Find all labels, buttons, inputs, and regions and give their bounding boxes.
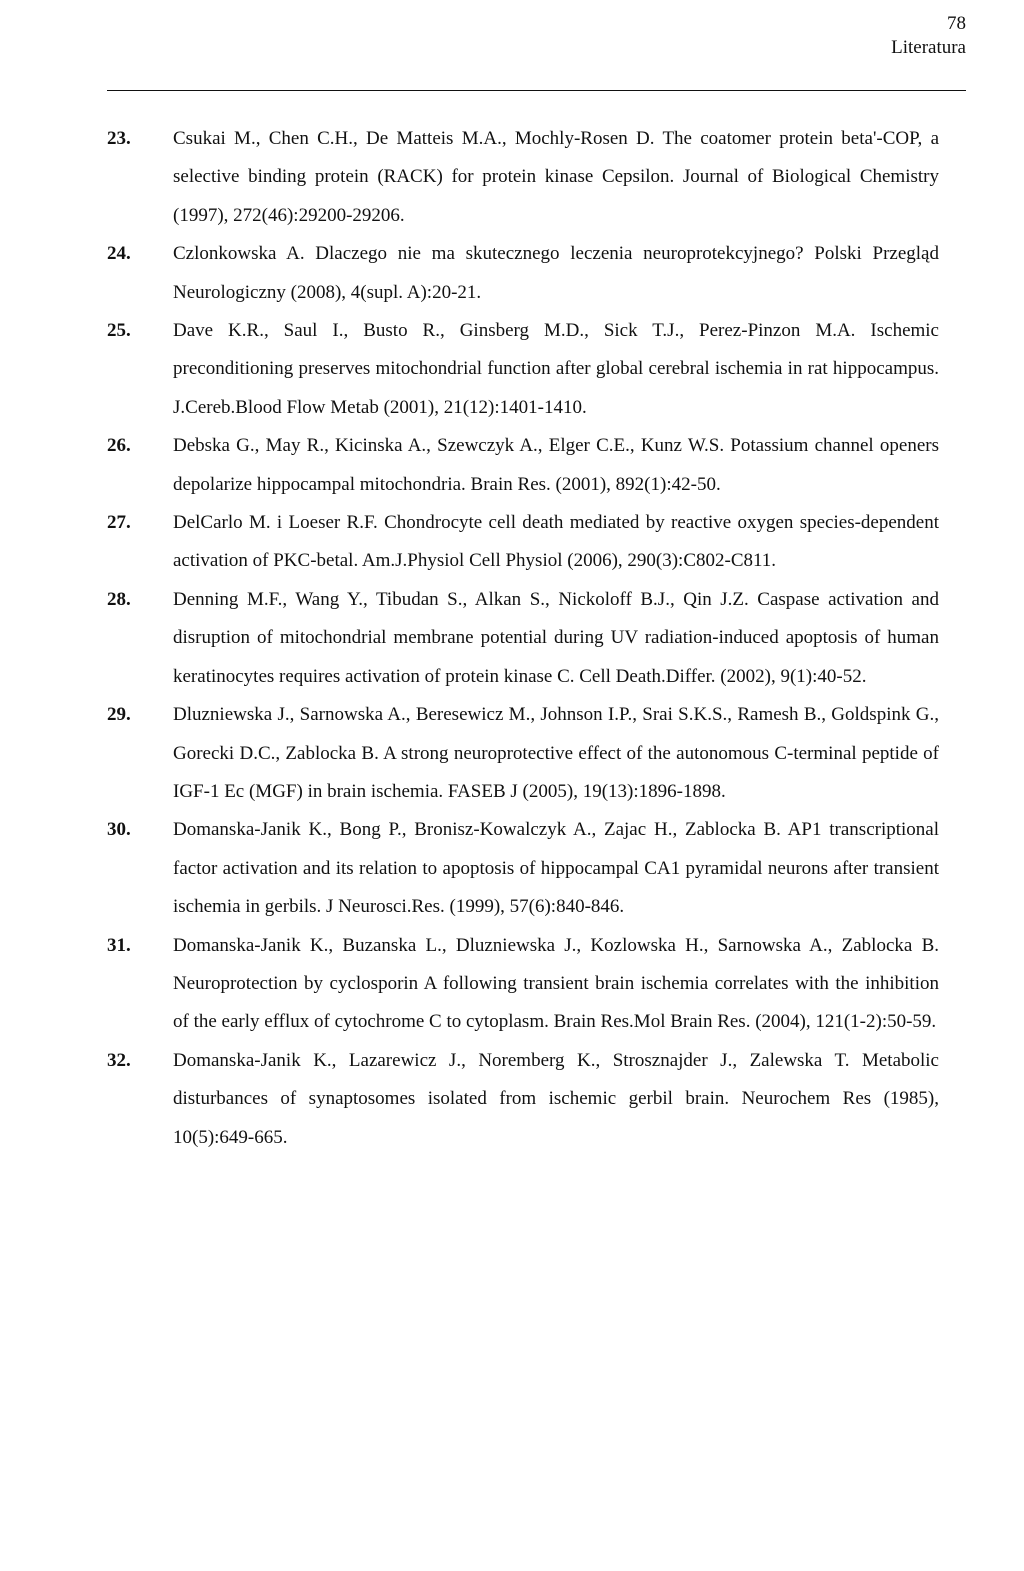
reference-text: Csukai M., Chen C.H., De Matteis M.A., Mochly-Rosen D. The coatomer protein beta'-COP, a selective binding protein (RACK) for protein kinase Cepsilon. Journal of Biological Chemistry (1997), 272(46):29200-29206.: [173, 128, 939, 226]
reference-number: 31.: [107, 934, 131, 956]
reference-item-28: [107, 581, 939, 696]
reference-item-27: [107, 504, 939, 581]
section-title: Literatura: [891, 37, 966, 58]
reference-number: 25.: [107, 320, 131, 342]
reference-item-25: [107, 312, 939, 427]
reference-text: Domanska-Janik K., Buzanska L., Dluzniewska J., Kozlowska H., Sarnowska A., Zablocka B. Neuroprotection by cyclosporin A following transient brain ischemia correlates with the inhibition of the early efflux of cytochrome C to cytoplasm. Brain Res.Mol Brain Res. (2004), 121(1-2):50-59.: [173, 934, 939, 1033]
reference-text: DelCarlo M. i Loeser R.F. Chondrocyte cell death mediated by reactive oxygen species-dependent activation of PKC-betal. Am.J.Physiol Cell Physiol (2006), 290(3):C802-C811.: [173, 512, 939, 572]
reference-text: Debska G., May R., Kicinska A., Szewczyk A., Elger C.E., Kunz W.S. Potassium channel openers depolarize hippocampal mitochondria. Brain Res. (2001), 892(1):42-50.: [173, 435, 939, 495]
reference-text: Dave K.R., Saul I., Busto R., Ginsberg M.D., Sick T.J., Perez-Pinzon M.A. Ischemic preconditioning preserves mitochondrial function after global cerebral ischemia in rat hippocampus. J.Cereb.Blood Flow Metab (2001), 21(12):1401-1410.: [173, 320, 939, 418]
reference-list: [107, 120, 939, 1157]
header-rule: [107, 90, 966, 91]
reference-item-32: [107, 1042, 939, 1157]
reference-text: Domanska-Janik K., Lazarewicz J., Noremberg K., Strosznajder J., Zalewska T. Metabolic disturbances of synaptosomes isolated from ischemic gerbil brain. Neurochem Res (1985), 10(5):649-665.: [173, 1049, 939, 1148]
reference-item-31: [107, 927, 939, 1042]
reference-number: 24.: [107, 243, 131, 265]
reference-number: 28.: [107, 588, 131, 610]
reference-text: Czlonkowska A. Dlaczego nie ma skutecznego leczenia neuroprotekcyjnego? Polski Przegląd Neurologiczny (2008), 4(supl. A):20-21.: [173, 243, 939, 303]
reference-number: 32.: [107, 1049, 131, 1071]
page-header: [891, 12, 966, 60]
reference-item-26: [107, 427, 939, 504]
reference-number: 26.: [107, 435, 131, 457]
reference-item-30: [107, 811, 939, 926]
reference-number: 30.: [107, 819, 131, 841]
page-number: 78: [947, 13, 966, 34]
reference-number: 23.: [107, 128, 131, 149]
reference-number: 27.: [107, 512, 131, 534]
reference-item-29: [107, 696, 939, 811]
reference-number: 29.: [107, 704, 131, 726]
reference-text: Dluzniewska J., Sarnowska A., Beresewicz M., Johnson I.P., Srai S.K.S., Ramesh B., Goldspink G., Gorecki D.C., Zablocka B. A strong neuroprotective effect of the autonomous C-terminal peptide of IGF-1 Ec (MGF) in brain ischemia. FASEB J (2005), 19(13):1896-1898.: [173, 704, 939, 802]
reference-item-24: [107, 235, 939, 312]
reference-text: Denning M.F., Wang Y., Tibudan S., Alkan S., Nickoloff B.J., Qin J.Z. Caspase activation and disruption of mitochondrial membrane potential during UV radiation-induced apoptosis of human keratinocytes requires activation of protein kinase C. Cell Death.Differ. (2002), 9(1):40-52.: [173, 588, 939, 687]
reference-item-23: [107, 120, 939, 235]
reference-text: Domanska-Janik K., Bong P., Bronisz-Kowalczyk A., Zajac H., Zablocka B. AP1 transcriptional factor activation and its relation to apoptosis of hippocampal CA1 pyramidal neurons after transient ischemia in gerbils. J Neurosci.Res. (1999), 57(6):840-846.: [173, 819, 939, 918]
